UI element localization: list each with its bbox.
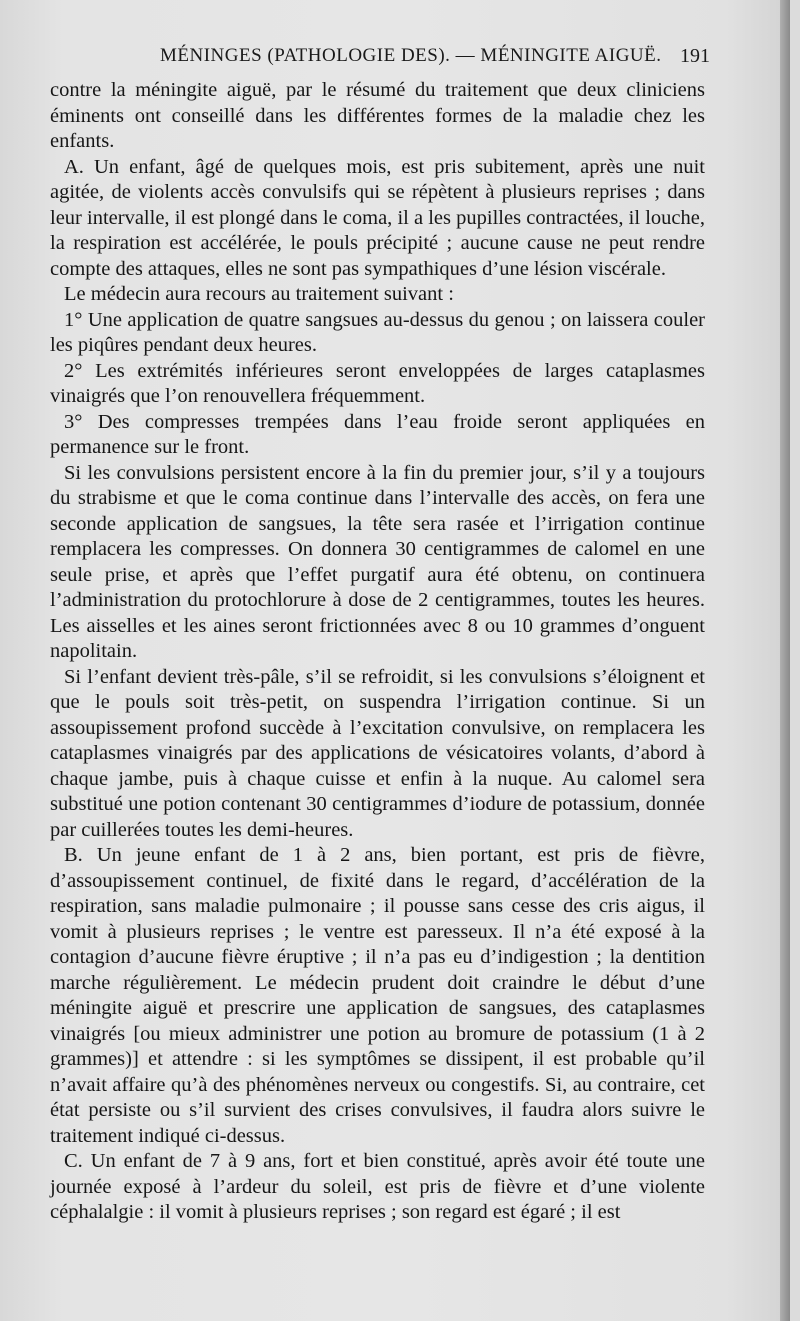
- running-head: MÉNINGES (PATHOLOGIE DES). — MÉNINGITE AIGUË.: [160, 45, 662, 66]
- paragraph-persistent-convulsions: Si les convulsions persistent encore à la fin du premier jour, s’il y a toujours du strabisme et que le coma continue dans l’intervalle des accès, on fera une seconde application de sangsues, la tête sera rasée et l’irrigation continue remplacera les compresses. On donnera 30 centigrammes de calomel en une seule prise, et après que l’effet purgatif aura été obtenu, on continuera l’administration du protochlorure à dose de 2 centigrammes, toutes les heures. Les aisselles et les aines seront frictionnées avec 8 ou 10 grammes d’onguent napolitain.: [50, 461, 705, 662]
- page-edge-shadow: [780, 0, 790, 1321]
- paragraph-case-a: A. Un enfant, âgé de quelques mois, est pris subitement, après une nuit agitée, de violents accès convulsifs qui se répètent à plusieurs reprises ; dans leur intervalle, il est plongé dans le coma, il a les pupilles contractées, il louche, la respiration est accélérée, le pouls précipité ; aucune cause ne peut rendre compte des attaques, elles ne sont pas sympathiques d’une lésion viscérale.: [50, 155, 705, 280]
- paragraph-treatment-intro: Le médecin aura recours au traitement suivant :: [64, 283, 454, 305]
- page-number: 191: [680, 45, 710, 67]
- paragraph-case-c: C. Un enfant de 7 à 9 ans, fort et bien constitué, après avoir été toute une journée exposé à l’ardeur du soleil, est pris de fièvre et d’une violente céphalalgie : il vomit à plusieurs reprises ; son regard est égaré ; il est: [50, 1150, 705, 1223]
- paragraph-step-3: 3° Des compresses trempées dans l’eau froide seront appliquées en permanence sur le front.: [50, 410, 705, 458]
- paragraph-continuation: contre la méningite aiguë, par le résumé du traitement que deux cliniciens éminents ont conseillé dans les différentes formes de la maladie chez les enfants.: [50, 79, 705, 152]
- paragraph-step-2: 2° Les extrémités inférieures seront enveloppées de larges cataplasmes vinaigrés que l’on renouvellera fréquemment.: [50, 359, 705, 407]
- paragraph-step-1: 1° Une application de quatre sangsues au-dessus du genou ; on laissera couler les piqûres pendant deux heures.: [50, 308, 705, 356]
- page-header: [50, 45, 710, 75]
- paragraph-case-b: B. Un jeune enfant de 1 à 2 ans, bien portant, est pris de fièvre, d’assoupissement continuel, de fixité dans le regard, d’accélération de la respiration, sans maladie pulmonaire ; il pousse sans cesse des cris aigus, il vomit à plusieurs reprises ; le ventre est paresseux. Il n’a été exposé à la contagion d’aucune fièvre éruptive ; il n’a pas eu d’indigestion ; la dentition marche régulièrement. Le médecin prudent doit craindre le début d’une méningite aiguë et prescrire une application de sangsues, des cataplasmes vinaigrés [ou mieux administrer une potion au bromure de potassium (1 à 2 grammes)] et attendre : si les symptômes se dissipent, il est probable qu’il n’avait affaire qu’à des phénomènes nerveux ou congestifs. Si, au contraire, cet état persiste ou s’il survient des crises convulsives, il faudra alors suivre le traitement indiqué ci-dessus.: [50, 844, 705, 1147]
- paragraph-pale-child: Si l’enfant devient très-pâle, s’il se refroidit, si les convulsions s’éloignent et que le pouls soit très-petit, on suspendra l’irrigation continue. Si un assoupissement profond succède à l’excitation convulsive, on remplacera les cataplasmes vinaigrés par des applications de vésicatoires volants, d’abord à chaque jambe, puis à chaque cuisse et enfin à la nuque. Au calomel sera substitué une potion contenant 30 centigrammes d’iodure de potassium, donnée par cuillerées toutes les demi-heures.: [50, 665, 705, 841]
- body-text: [50, 78, 705, 1226]
